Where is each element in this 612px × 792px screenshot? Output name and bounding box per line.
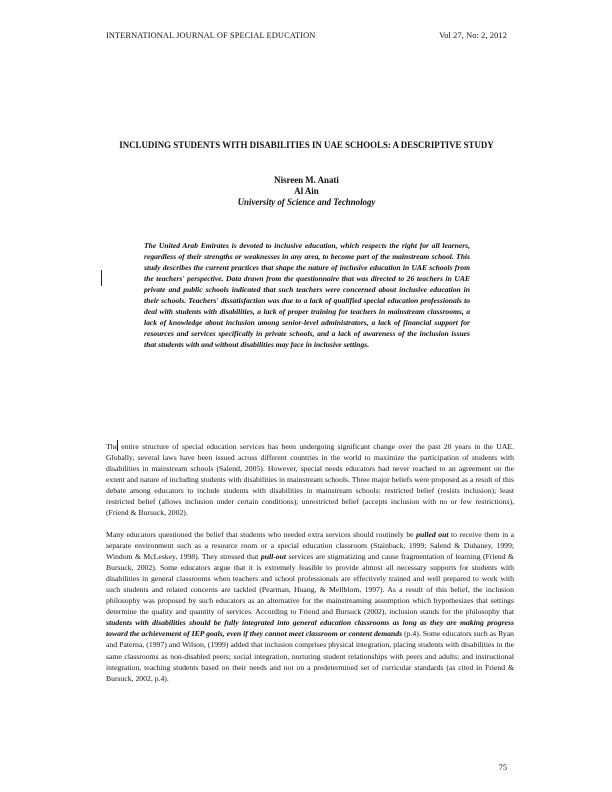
article-title: INCLUDING STUDENTS WITH DISABILITIES IN UAE SCHOOLS: A DESCRIPTIVE STUDY	[119, 140, 494, 150]
text-run: services are stigmatizing and cause fragmentation of learning (Friend & Bursuck, 2002). Some educators argue that it is extremely feasible to provide almost all necessary supports for students with disabilities in general classrooms when teachers and school professionals are effectively trained and well prepared to work with such students and related concerns are tackled (Pearman, Huang, & Mellblom, 1997). As a result of this belief, the inclusion philosophy was proposed by such educators as an alternative for the mainstreaming assumption which hypothesizes that settings determine the quality and quantity of services. According to Friend and Bursuck (2002), inclusion stands for the philosophy that	[106, 552, 515, 617]
text-run: (p.4). Some educators such as Ryan and Paterna, (1997) and Wilson, (1999) added that inclusion comprises physical integration, placing students with disabilities in the same classrooms as non-disabled peers; social integration, nurturing student relationships with peers and adults; and instructional integration, teaching students based on their needs and not on a predetermined set of curricular standards (as cited in Friend & Bursuck, 2002, p.4).	[106, 629, 514, 683]
emphasis-text: pull-out	[260, 552, 287, 562]
abstract: The United Arab Emirates is devoted to inclusive education, which respects the right for all learners, regardless of their strengths or weaknesses in any area, to become part of the mainstream school. This study describes the current practices that shape the nature of inclusive education in UAE schools from the teachers' perspective. Data drawn from the questionnaire that was directed to 26 teachers in UAE private and public schools indicated that such teachers were concerned about inclusive education in their schools. Teachers' dissatisfaction was due to a lack of qualified special education professionals to deal with students with disabilities, a lack of proper training for teachers in mainstream classrooms, a lack of knowledge about inclusion among senior-level administrators, a lack of financial support for resources and services specifically in private schools, and a lack of awareness of the inclusion issues that students with and without disabilities may face in inclusive settings.	[144, 241, 470, 349]
emphasis-text: pulled out	[416, 530, 449, 539]
emphasis-text: students with disabilities should be fully integrated into general education classrooms as long as they are making progress toward the achievement of IEP goals, even if they cannot meet classroom or content demands	[106, 618, 514, 639]
body-paragraph: The entire structure of special education services has been undergoing significant change over the past 20 years in the UAE. Globally, several laws have been issued across different countries in the world to maximize the participation of students with disabilities in mainstream schools (Salend, 2005). However, special needs educators had never reached to an agreement on the extent and nature of including students with disabilities in mainstream schools. Three major beliefs were proposed as a result of this debate among educators to include students with disabilities in mainstream schools: restricted belief (resists inclusion); least restricted belief (allows inclusion under certain conditions); unrestricted belief (accepts inclusion with no or few restrictions), (Friend & Bursuck, 2002).	[106, 442, 514, 518]
text-run: Many educators questioned the belief that students who needed extra services should routinely be	[106, 530, 417, 539]
journal-name: INTERNATIONAL JOURNAL OF SPECIAL EDUCATION	[106, 31, 316, 40]
text-run: to receive them in a separate environment such as a resource room or a special education classroom (Stainback, 1999; Salend & Duhaney, 1999; Windom & McLeskey, 1998). They stressed that	[106, 530, 514, 562]
volume-issue: Vol 27, No: 2, 2012	[439, 31, 507, 40]
author-name: Nisreen M. Anati	[274, 175, 339, 185]
body-paragraph	[106, 529, 514, 684]
margin-change-bar	[101, 270, 102, 286]
author-affiliation: University of Science and Technology	[237, 197, 376, 207]
running-header	[106, 31, 507, 43]
author-location: Al Ain	[294, 186, 319, 196]
page-number: 75	[498, 763, 507, 772]
